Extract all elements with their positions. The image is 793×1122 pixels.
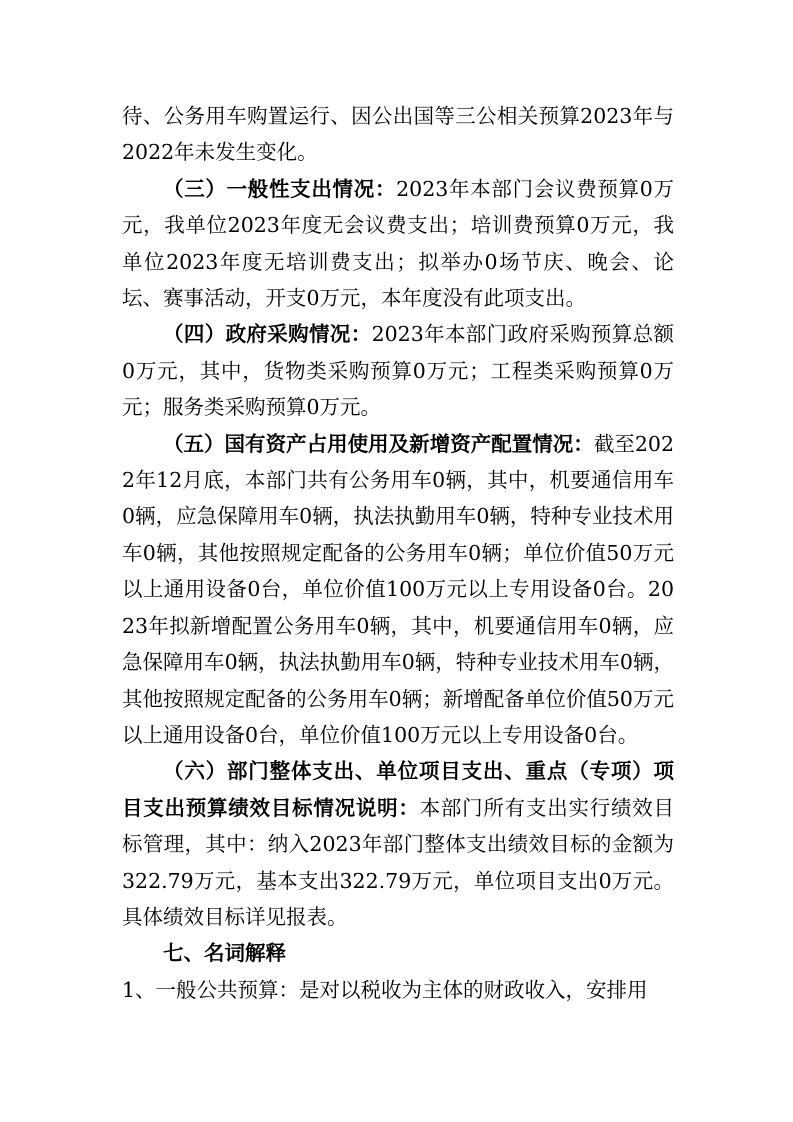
heading-government-procurement: （四）政府采购情况： — [163, 322, 372, 347]
paragraph-performance-goals — [122, 753, 674, 935]
heading-general-expenditure: （三）一般性支出情况： — [163, 176, 397, 201]
text-performance-goals: 本部门所有支出实行绩效目标管理，其中：纳入2023年部门整体支出绩效目标的金额为322.79万元，基本支出322.79万元，单位项目支出0万元。具体绩效目标详见报表。 — [122, 795, 674, 929]
paragraph-state-assets — [122, 426, 674, 754]
paragraph-three-public-budget: 待、公务用车购置运行、因公出国等三公相关预算2023年与2022年未发生变化。 — [122, 104, 674, 165]
section-heading-glossary: 七、名词解释 — [163, 941, 286, 966]
document-body — [122, 98, 674, 1008]
text-government-procurement: 2023年本部门政府采购预算总额0万元，其中，货物类采购预算0万元；工程类采购预算0万元；服务类采购预算0万元。 — [122, 322, 675, 420]
heading-performance-goals: （六）部门整体支出、单位项目支出、重点（专项）项目支出预算绩效目标情况说明： — [122, 759, 674, 820]
text-state-assets: 截至2022年12月底，本部门共有公务用车0辆，其中，机要通信用车0辆，应急保障用车0辆，执法执勤用车0辆，特种专业技术用车0辆，其他按照规定配备的公务用车0辆；单位价值50万元以上通用设备0台，单位价值100万元以上专用设备0台。2023年拟新增配置公务用车0辆，其中，机要通信用车0辆，应急保障用车0辆，执法执勤用车0辆，特种专业技术用车0辆，其他按照规定配备的公务用车0辆；新增配备单位价值50万元以上通用设备0台，单位价值100万元以上专用设备0台。 — [122, 431, 674, 747]
paragraph-government-procurement — [122, 316, 674, 425]
paragraph-general-public-budget: 1、一般公共预算：是对以税收为主体的财政收入，安排用 — [122, 977, 648, 1002]
heading-state-assets: （五）国有资产占用使用及新增资产配置情况： — [163, 431, 594, 456]
text-general-expenditure: 2023年本部门会议费预算0万元，我单位2023年度无会议费支出；培训费预算0万元，我单位2023年度无培训费支出；拟举办0场节庆、晚会、论坛、赛事活动，开支0万元，本年度没有此项支出。 — [122, 176, 674, 311]
paragraph-general-expenditure — [122, 171, 674, 317]
